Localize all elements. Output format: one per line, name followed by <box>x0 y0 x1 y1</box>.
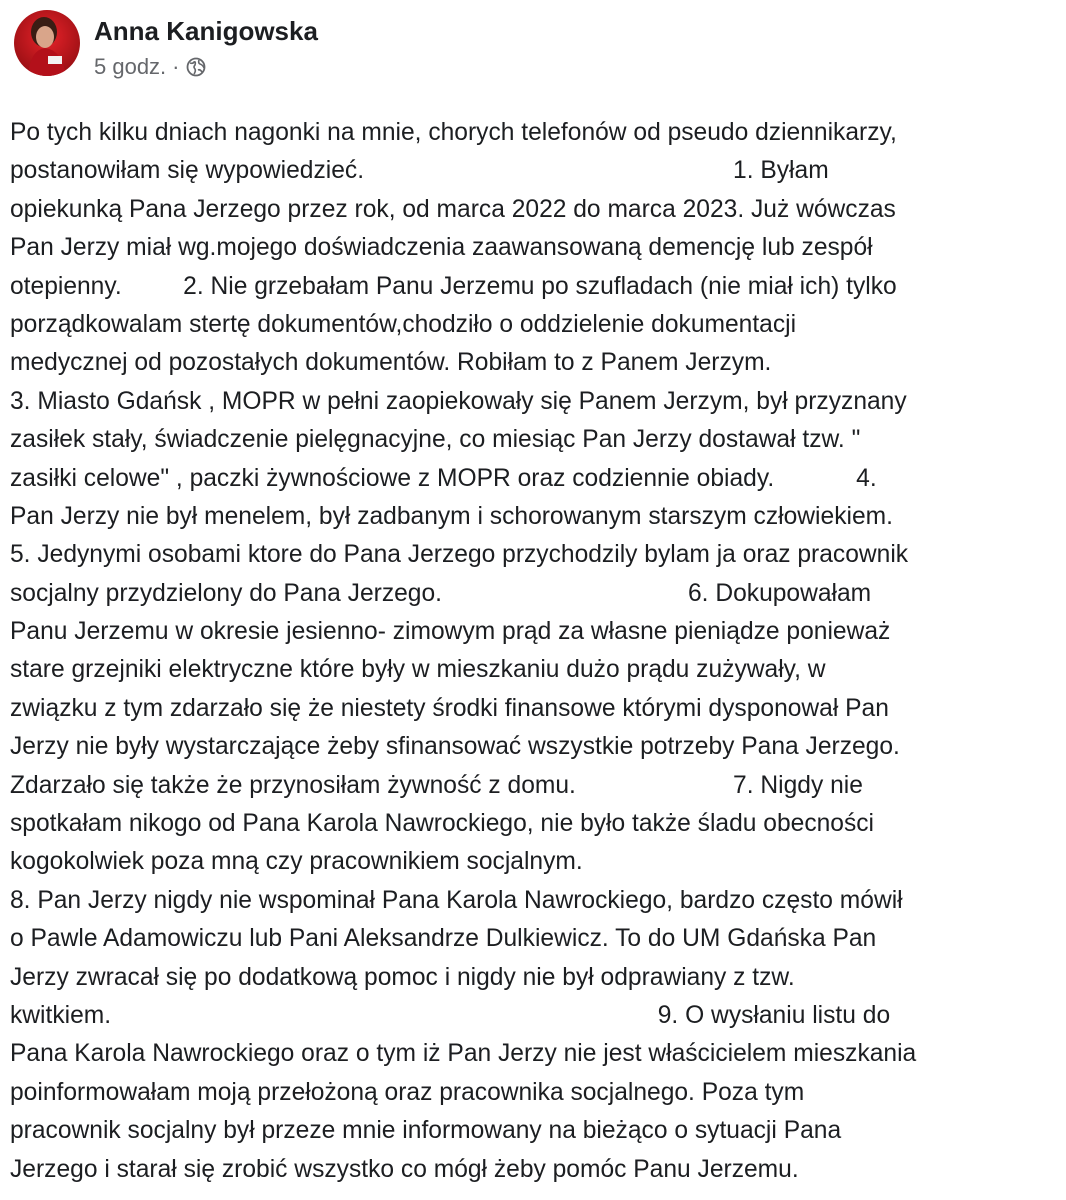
post-text-line: otepienny. 2. Nie grzebałam Panu Jerzemu po szufladach (nie miał ich) tylko <box>10 272 897 300</box>
post-text-line: Pan Jerzy nie był menelem, był zadbanym i schorowanym starszym człowiekiem. <box>10 502 893 530</box>
post-text-line: postanowiłam się wypowiedzieć. 1. Byłam <box>10 157 829 185</box>
post-subline <box>94 54 318 80</box>
globe-icon <box>186 57 206 77</box>
post-text-line: o Pawle Adamowiczu lub Pani Aleksandrze Dulkiewicz. To do UM Gdańska Pan <box>10 925 877 953</box>
post-meta <box>94 10 318 80</box>
post-text-line: zasiłki celowe" , paczki żywnościowe z MOPR oraz codziennie obiady. 4. <box>10 464 877 492</box>
post-text-line: Po tych kilku dniach nagonki na mnie, chorych telefonów od pseudo dziennikarzy, <box>10 119 897 146</box>
post-text-line: kogokolwiek poza mną czy pracownikiem socjalnym. <box>10 848 583 876</box>
author-name[interactable]: Anna Kanigowska <box>94 16 318 46</box>
post-text-line: 5. Jedynymi osobami ktore do Pana Jerzego przychodzily bylam ja oraz pracownik <box>10 541 909 569</box>
post-text-line: spotkałam nikogo od Pana Karola Nawrockiego, nie było także śladu obecności <box>10 810 875 838</box>
post-text-line: 8. Pan Jerzy nigdy nie wspominał Pana Karola Nawrockiego, bardzo często mówił <box>10 886 903 914</box>
post-text-line: pracownik socjalny był przeze mnie informowany na bieżąco o sytuacji Pana <box>10 1117 842 1145</box>
post-text-line: Jerzy zwracał się po dodatkową pomoc i nigdy nie był odprawiany z tzw. <box>10 963 795 991</box>
post-text-line: Zdarzało się także że przynosiłam żywność z domu. 7. Nigdy nie <box>10 771 863 799</box>
post-timestamp[interactable]: 5 godz. <box>94 54 167 79</box>
post-text-line: poinformowałam moją przełożoną oraz pracownika socjalnego. Poza tym <box>10 1078 805 1106</box>
post-text-line: medycznej od pozostałych dokumentów. Robiłam to z Panem Jerzym. <box>10 349 772 377</box>
post-text-line: porządkowalam stertę dokumentów,chodziło o oddzielenie dokumentacji <box>10 310 797 338</box>
post-text-line: związku z tym zdarzało się że niestety środki finansowe którymi dysponował Pan <box>10 694 889 722</box>
post-text-line: Panu Jerzemu w okresie jesienno- zimowym prąd za własne pieniądze ponieważ <box>10 618 891 646</box>
avatar-photo <box>14 10 80 76</box>
post-text-line: Pana Karola Nawrockiego oraz o tym iż Pan Jerzy nie jest właścicielem mieszkania <box>10 1040 917 1068</box>
separator-dot: · <box>172 54 180 79</box>
post-header <box>14 10 318 90</box>
post-text <box>10 114 1050 1189</box>
post-text-line: stare grzejniki elektryczne które były w mieszkaniu dużo prądu zużywały, w <box>10 656 826 684</box>
post-text-line: Jerzego i starał się zrobić wszystko co mógł żeby pomóc Panu Jerzemu. <box>10 1155 799 1183</box>
post-text-line: zasiłek stały, świadczenie pielęgnacyjne, co miesiąc Pan Jerzy dostawał tzw. " <box>10 426 861 454</box>
post-text-line: Pan Jerzy miał wg.mojego doświadczenia zaawansowaną demencję lub zespół <box>10 234 873 262</box>
post-text-line: socjalny przydzielony do Pana Jerzego. 6. Dokupowałam <box>10 579 872 607</box>
post-text-line: opiekunką Pana Jerzego przez rok, od marca 2022 do marca 2023. Już wówczas <box>10 195 896 223</box>
avatar[interactable] <box>14 10 80 76</box>
post-text-line: kwitkiem. 9. O wysłaniu listu do <box>10 1001 891 1029</box>
post-text-line: 3. Miasto Gdańsk , MOPR w pełni zaopiekowały się Panem Jerzym, był przyznany <box>10 387 907 415</box>
post-text-line: Jerzy nie były wystarczające żeby sfinansować wszystkie potrzeby Pana Jerzego. <box>10 733 900 761</box>
